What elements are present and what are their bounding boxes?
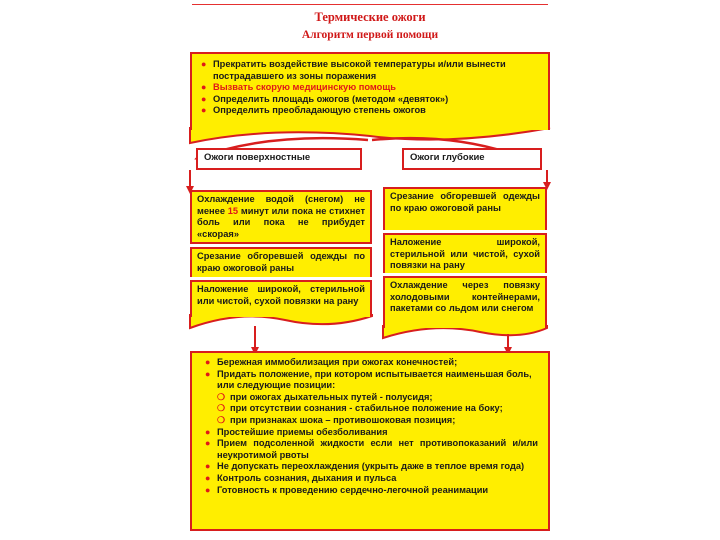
initial-actions-box [190, 52, 550, 130]
list-item: ● Простейшие приемы обезболивания [205, 426, 388, 437]
bullet-icon: ● [205, 368, 211, 379]
bullet-icon: ● [205, 426, 211, 437]
bullet-icon: ● [201, 93, 207, 104]
superficial-step-cooling: Охлаждение водой (снегом) не менее 15 минут или пока не стихнет боль или пока не прибудет «скорая» [190, 190, 372, 244]
list-item: ● Бережная иммобилизация при ожогах конечностей; [205, 357, 458, 367]
bullet-icon: ● [201, 59, 207, 69]
list-subitem: ❍ при отсутствии сознания - стабильное положение на боку; [217, 403, 503, 414]
list-item: ● Определить преобладающую степень ожогов [201, 105, 426, 116]
deep-step-bandage: Наложение широкой, стерильной или чистой, сухой повязки на рану [383, 233, 547, 273]
page-title: Термические ожоги [314, 10, 426, 24]
list-item: ● Придать положение, при котором испытывается наименьшая боль, или следующие позиции: [205, 368, 532, 391]
bullet-icon: ● [201, 82, 207, 93]
list-item: ● Прекратить воздействие высокой температуры и/или вынести пострадавшего из зоны поражения [201, 59, 506, 81]
bullet-icon: ● [205, 357, 211, 367]
superficial-step-bandage: Наложение широкой, стерильной или чистой, сухой повязки на рану [190, 280, 372, 317]
list-item: ● Вызвать скорую медицинскую помощь [201, 82, 396, 93]
top-box-wave [190, 128, 550, 143]
page-subtitle: Алгоритм первой помощи [301, 29, 439, 41]
list-item: ● Определить площадь ожогов (методом «девяток») [201, 93, 449, 104]
superficial-burns-heading: Ожоги поверхностные [196, 148, 362, 170]
list-item: ● Готовность к проведению сердечно-легочной реанимации [205, 484, 489, 495]
list-item: ● Контроль сознания, дыхания и пульса [205, 472, 397, 483]
bullet-icon: ● [205, 472, 211, 483]
further-actions-box [190, 351, 550, 531]
circle-bullet-icon: ❍ [217, 403, 226, 414]
circle-bullet-icon: ❍ [217, 391, 226, 402]
deep-step-cut-clothing: Срезание обгоревшей одежды по краю ожоговой раны [383, 187, 547, 230]
circle-bullet-icon: ❍ [217, 414, 226, 425]
list-item: ● Прием подсоленной жидкости если нет противопоказаний и/или неукротимой рвоты [205, 438, 538, 460]
bullet-icon: ● [205, 484, 211, 495]
list-item: ● Не допускать переохлаждения (укрыть даже в теплое время года) [205, 461, 525, 472]
bullet-icon: ● [201, 105, 207, 116]
list-subitem: ❍ при признаках шока – противошоковая позиция; [217, 414, 456, 425]
superficial-step-cut-clothing: Срезание обгоревшей одежды по краю ожоговой раны [190, 247, 372, 277]
bullet-icon: ● [205, 461, 211, 472]
deep-burns-heading: Ожоги глубокие [402, 148, 542, 170]
bullet-icon: ● [205, 438, 211, 449]
deep-step-cold-compress: Охлаждение через повязку холодовыми контейнерами, пакетами со льдом или снегом [383, 276, 547, 328]
list-subitem: ❍ при ожогах дыхательных путей - полусидя; [217, 391, 433, 402]
